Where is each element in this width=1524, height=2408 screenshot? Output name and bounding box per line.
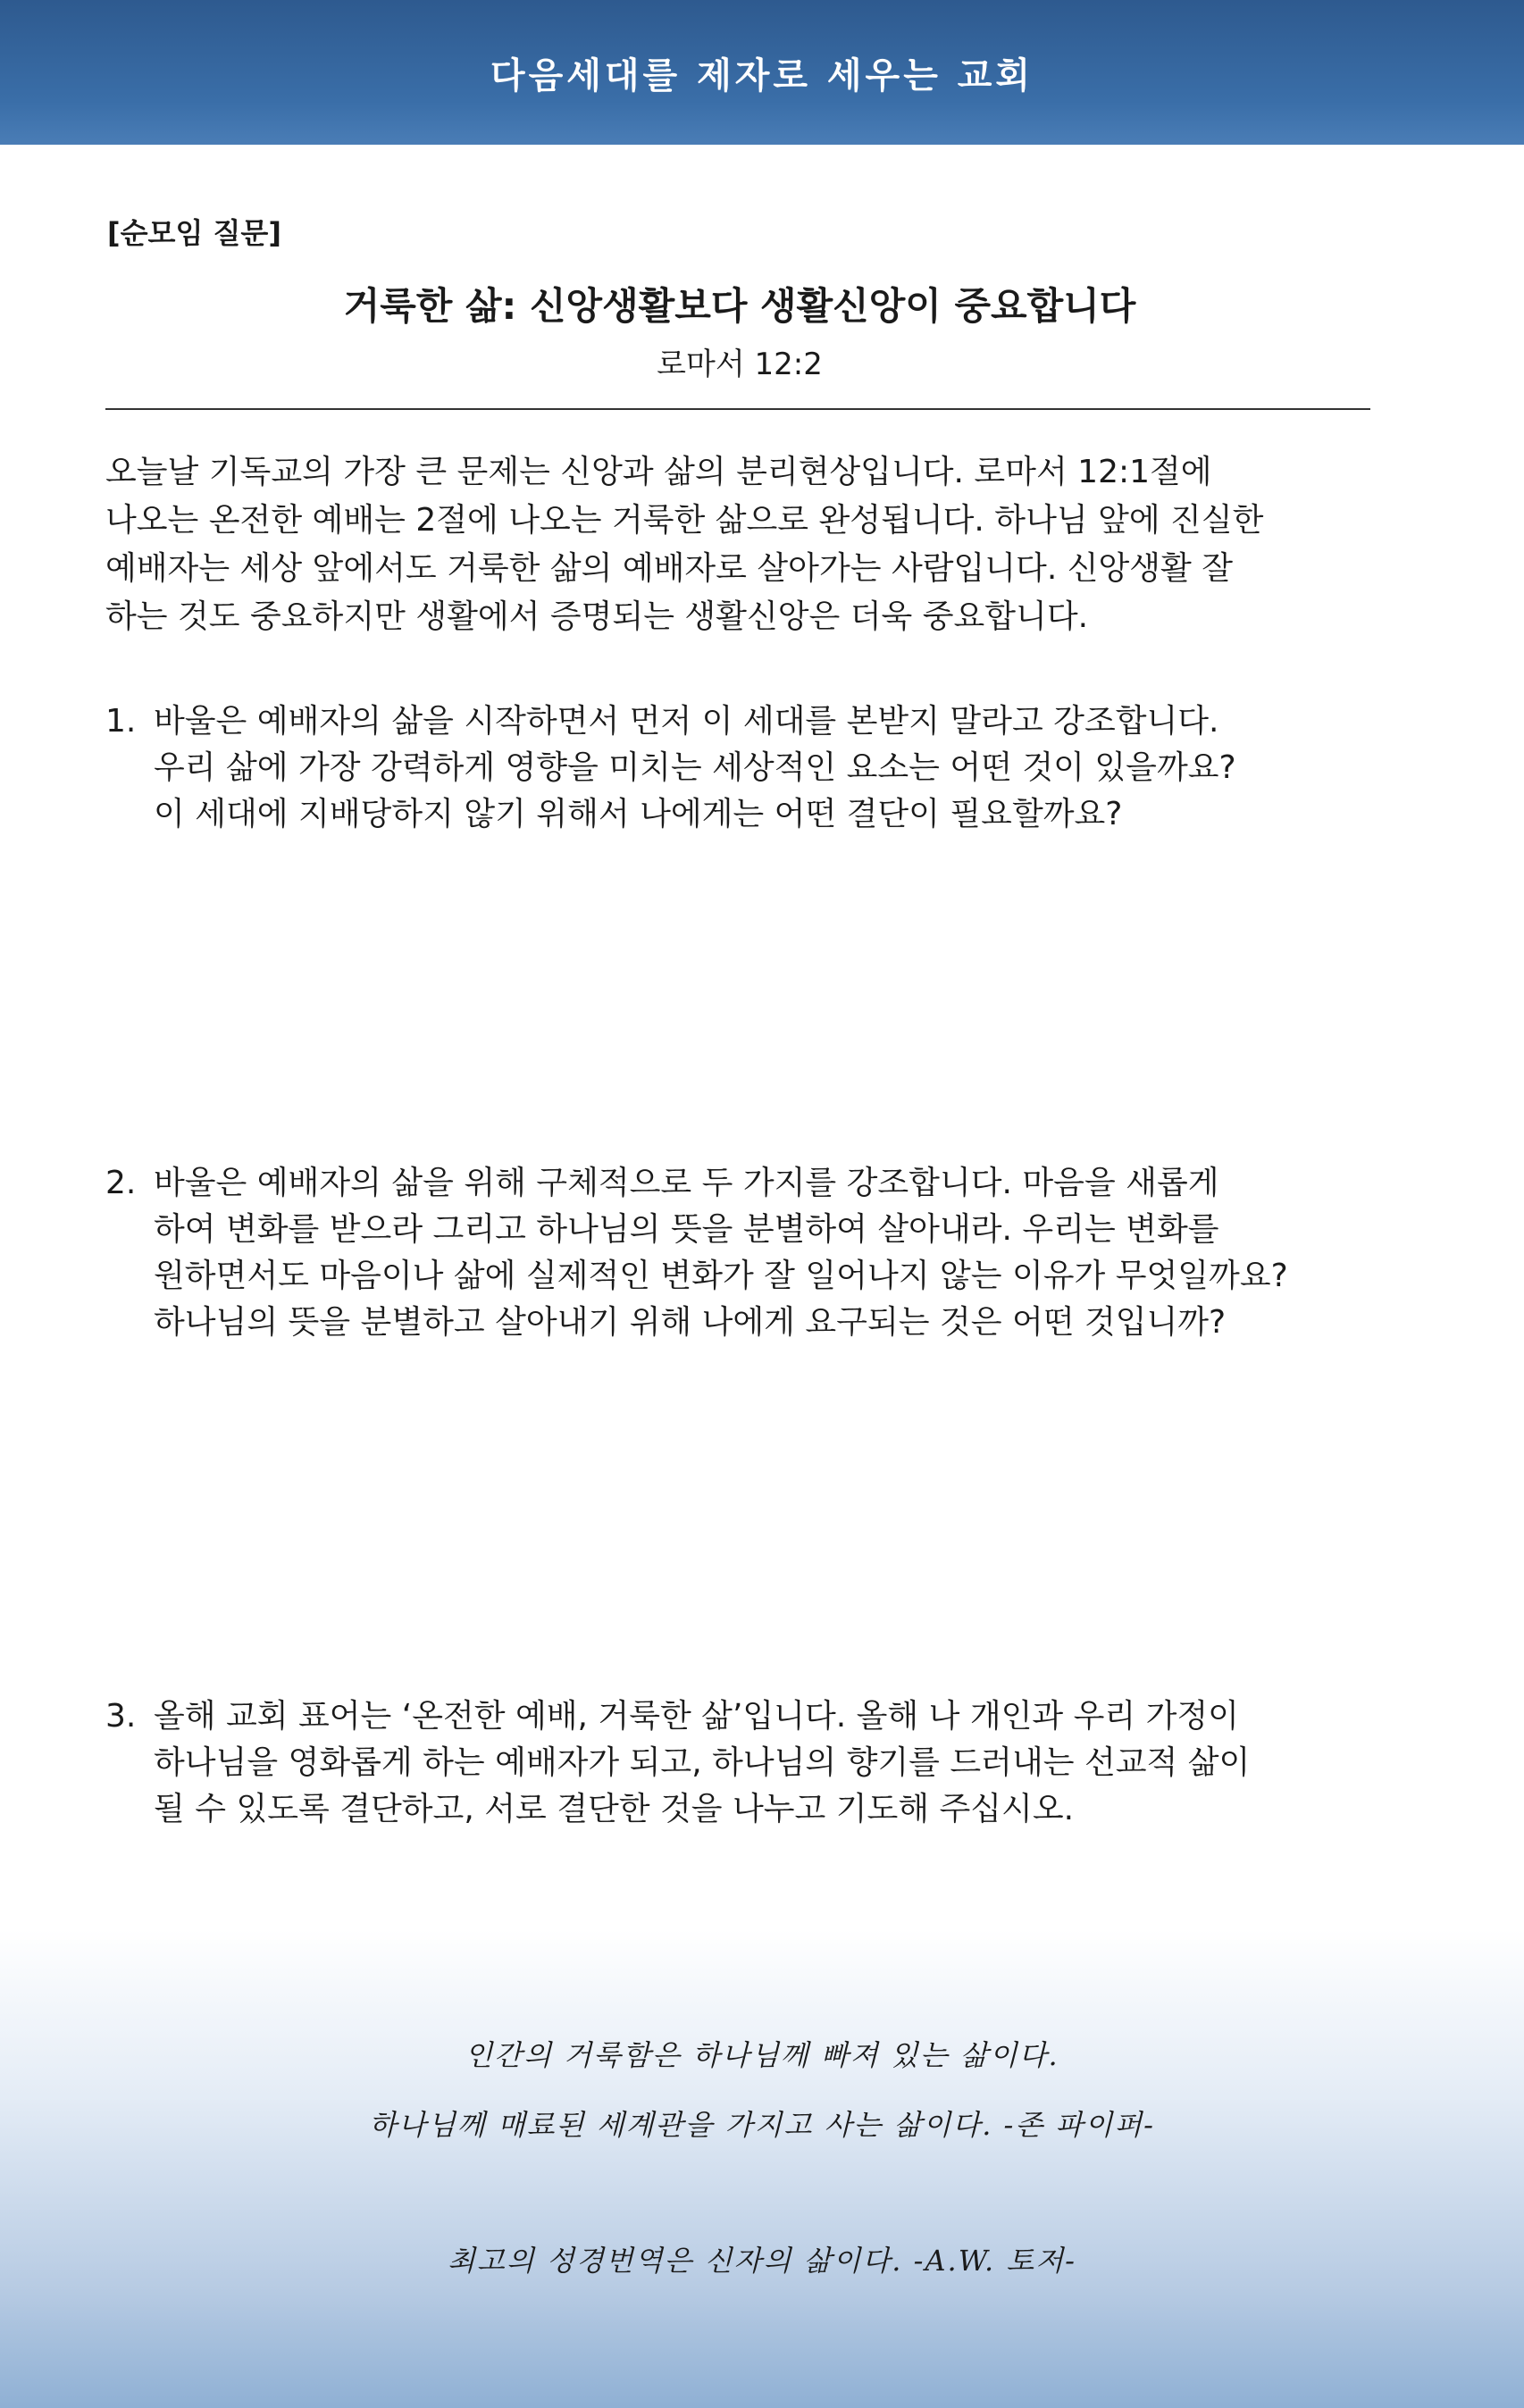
question-line: 올해 교회 표어는 ‘온전한 예배, 거룩한 삶’입니다. 올해 나 개인과 우리 가정이 [154,1698,1239,1735]
quote-line: 인간의 거룩함은 하나님께 빠져 있는 삶이다. [465,2038,1059,2072]
question-2 [105,1160,1392,1346]
page-title: 거룩한 삶: 신앙생활보다 생활신앙이 중요합니다 [343,284,1136,328]
question-3 [105,1693,1392,1833]
quote-line: 최고의 성경번역은 신자의 삶이다. -A.W. 토저- [448,2244,1076,2278]
quote-line: 하나님께 매료된 세계관을 가지고 사는 삶이다. -존 파이퍼- [369,2108,1155,2142]
banner-title: 다음세대를 제자로 세우는 교회 [490,54,1034,96]
question-number: 2. [105,1165,137,1201]
title-divider [105,408,1370,410]
question-line: 하여 변화를 받으라 그리고 하나님의 뜻을 분별하여 살아내라. 우리는 변화를 [154,1211,1219,1248]
question-number: 1. [105,703,137,740]
scripture-reference: 로마서 12:2 [657,347,823,382]
question-line: 될 수 있도록 결단하고, 서로 결단한 것을 나누고 기도해 주십시오. [154,1791,1075,1827]
question-line: 하나님을 영화롭게 하는 예배자가 되고, 하나님의 향기를 드러내는 선교적 삶이 [154,1744,1251,1781]
question-number: 3. [105,1698,137,1735]
intro-paragraph [105,448,1374,641]
question-line: 우리 삶에 가장 강력하게 영향을 미치는 세상적인 요소는 어떤 것이 있을까요? [154,749,1236,786]
question-line: 바울은 예배자의 삶을 위해 구체적으로 두 가지를 강조합니다. 마음을 새롭게 [154,1165,1219,1201]
question-line: 바울은 예배자의 삶을 시작하면서 먼저 이 세대를 본받지 말라고 강조합니다. [154,703,1219,740]
top-banner [0,0,1524,145]
question-line: 하나님의 뜻을 분별하고 살아내기 위해 나에게 요구되는 것은 어떤 것입니까? [154,1304,1227,1341]
intro-line: 오늘날 기독교의 가장 큰 문제는 신앙과 삶의 분리현상입니다. 로마서 12:1절에 [105,454,1212,490]
section-label: [순모임 질문] [107,216,281,250]
intro-line: 예배자는 세상 앞에서도 거룩한 삶의 예배자로 살아가는 사람입니다. 신앙생활 잘 [105,550,1234,587]
bottom-gradient-background [0,1929,1524,2408]
intro-line: 나오는 온전한 예배는 2절에 나오는 거룩한 삶으로 완성됩니다. 하나님 앞에 진실한 [105,502,1264,539]
intro-line: 하는 것도 중요하지만 생활에서 증명되는 생활신앙은 더욱 중요합니다. [105,598,1089,635]
question-line: 원하면서도 마음이나 삶에 실제적인 변화가 잘 일어나지 않는 이유가 무엇일까요? [154,1258,1288,1294]
question-1 [105,698,1392,838]
question-line: 이 세대에 지배당하지 않기 위해서 나에게는 어떤 결단이 필요할까요? [154,796,1123,832]
